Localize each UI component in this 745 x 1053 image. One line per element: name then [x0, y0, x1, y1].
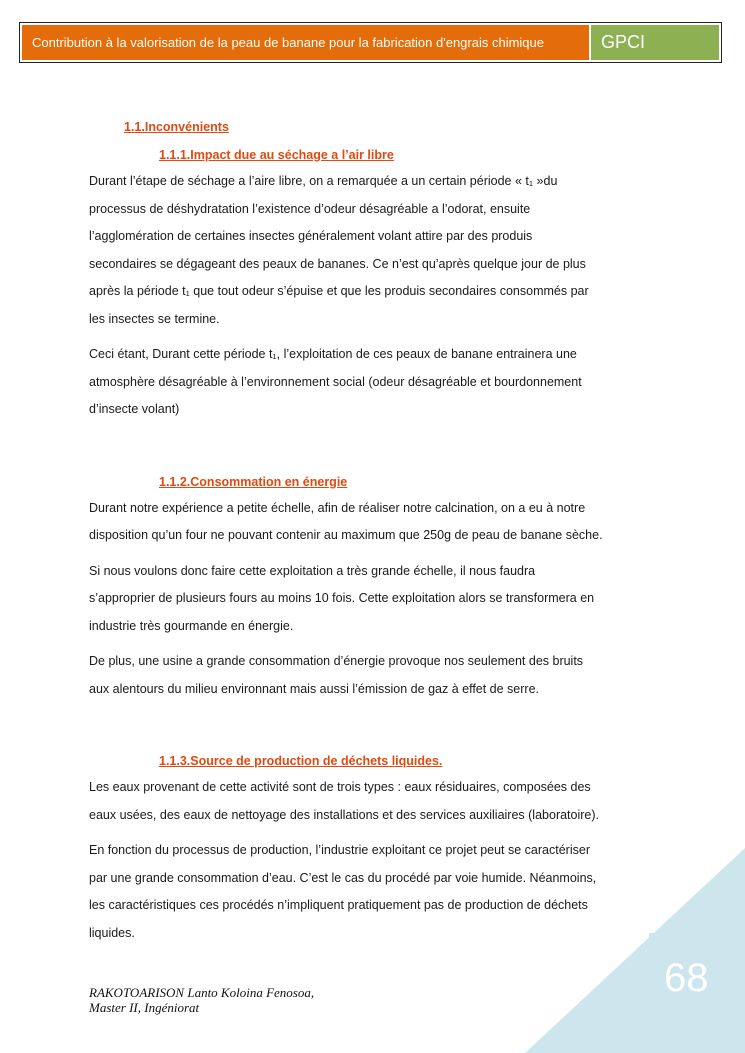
- spacer: [89, 432, 659, 473]
- header-tag: GPCI: [591, 25, 719, 60]
- page-footer: [89, 985, 314, 1015]
- text-line: secondaires se dégageant des peaux de bananes. Ce n’est qu’après quelque jour de plus: [89, 256, 586, 271]
- text-line: Durant l’étape de séchage a l’aire libre, on a remarquée a un certain période « t₁ »du: [89, 174, 558, 188]
- text-line: eaux usées, des eaux de nettoyage des installations et des services auxiliaires (laboratoire).: [89, 807, 600, 822]
- text-line: les insectes se termine.: [89, 311, 220, 326]
- text-line: les caractéristiques ces procédés n’impliquent pratiquement pas de production de déchets: [89, 898, 588, 912]
- paragraph: [89, 558, 659, 641]
- paragraph: [89, 774, 659, 829]
- text-line: Ceci étant, Durant cette période t₁, l’exploitation de ces peaux de banane entrainera une: [89, 347, 577, 361]
- text-line: industrie très gourmande en énergie.: [89, 618, 294, 633]
- subsection-heading-1: 1.1.1.Impact due au séchage a l’air libre: [159, 148, 394, 162]
- paragraph: [89, 648, 659, 703]
- text-line: atmosphère désagréable à l’environnement social (odeur désagréable et bourdonnement: [89, 374, 582, 389]
- text-line: liquides.: [89, 925, 135, 940]
- text-line: processus de déshydratation l’existence d’odeur désagréable a l’odorat, ensuite: [89, 201, 531, 216]
- subsection-heading-3: 1.1.3.Source de production de déchets liquides.: [159, 754, 443, 768]
- subsection-heading-2: 1.1.2.Consommation en énergie: [159, 474, 348, 489]
- header-title: Contribution à la valorisation de la peau de banane pour la fabrication d'engrais chimique: [22, 25, 591, 60]
- document-body: [89, 118, 659, 955]
- footer-author: RAKOTOARISON Lanto Koloina Fenosoa,: [89, 985, 315, 1000]
- text-line: Durant notre expérience a petite échelle, afin de réaliser notre calcination, on a eu à notre: [89, 500, 586, 515]
- paragraph: [89, 341, 659, 424]
- text-line: disposition qu’un four ne pouvant contenir au maximum que 250g de peau de banane sèche.: [89, 528, 603, 542]
- section-heading: 1.1.Inconvénients: [124, 120, 229, 134]
- text-line: aux alentours du milieu environnant mais aussi l’émission de gaz à effet de serre.: [89, 681, 540, 696]
- corner-decoration: [525, 848, 745, 1053]
- text-line: après la période t₁ que tout odeur s’épuise et que les produis secondaires consommés par: [89, 284, 589, 298]
- text-line: par une grande consommation d’eau. C’est le cas du procédé par voie humide. Néanmoins,: [89, 870, 597, 885]
- text-line: De plus, une usine a grande consommation d’énergie provoque nos seulement des bruits: [89, 654, 584, 668]
- footer-degree: Master II, Ingéniorat: [89, 1000, 200, 1015]
- text-line: s’approprier de plusieurs fours au moins 10 fois. Cette exploitation alors se transformera en: [89, 591, 595, 605]
- page-number: 68: [664, 956, 709, 1000]
- text-line: En fonction du processus de production, l’industrie exploitant ce projet peut se caractériser: [89, 843, 590, 857]
- paragraph: [89, 495, 659, 550]
- paragraph: [89, 168, 659, 333]
- text-line: Si nous voulons donc faire cette exploitation a très grande échelle, il nous faudra: [89, 563, 536, 578]
- text-line: d’insecte volant): [89, 402, 180, 416]
- page-header: [19, 22, 722, 63]
- spacer: [89, 711, 659, 752]
- text-line: Les eaux provenant de cette activité sont de trois types : eaux résiduaires, composées des: [89, 780, 591, 794]
- text-line: l’agglomération de certaines insectes généralement volant attire par des produis: [89, 229, 533, 243]
